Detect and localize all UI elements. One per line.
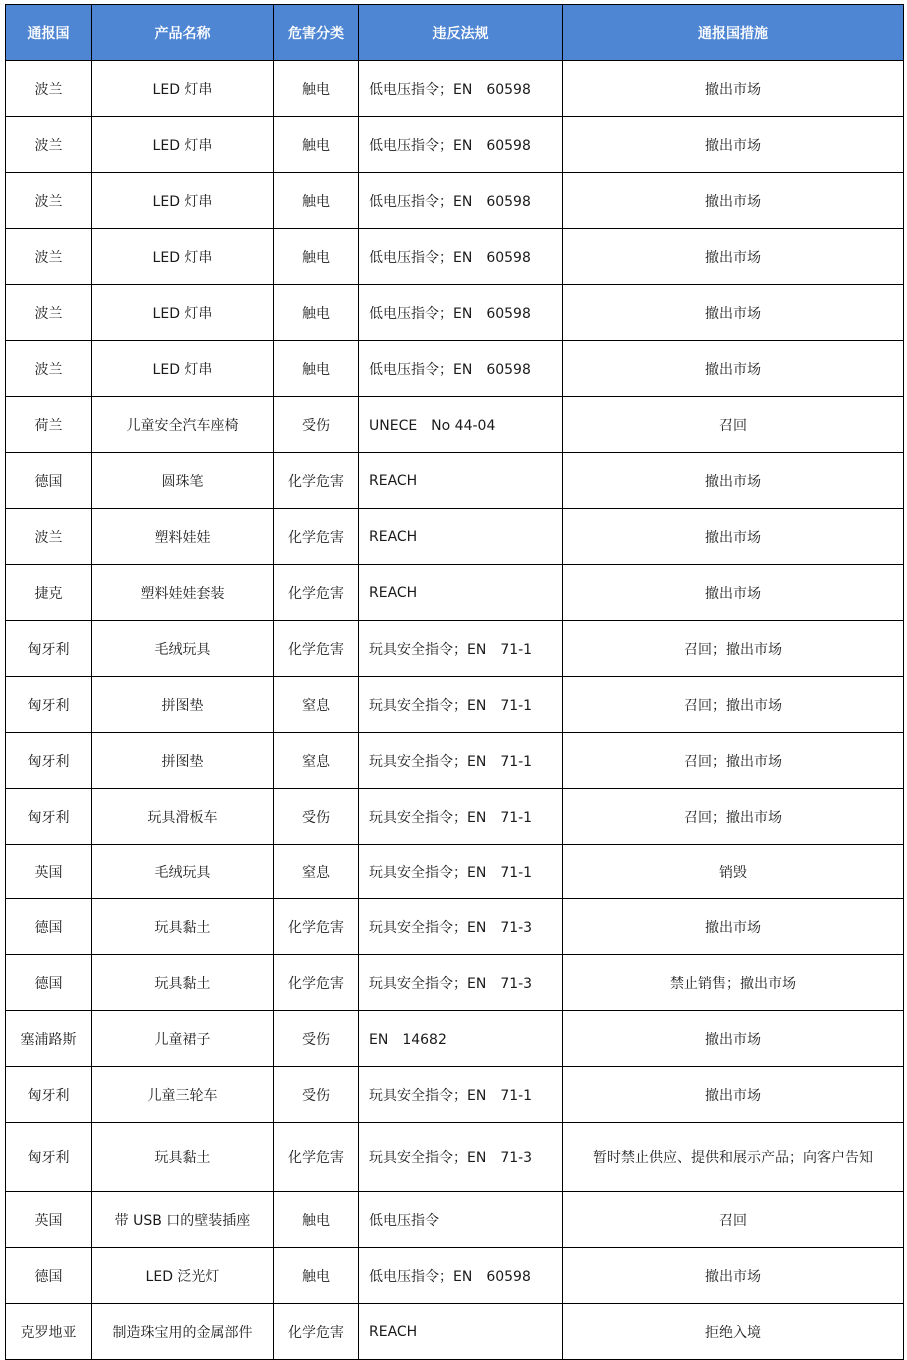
cell-product: 拼图垫: [92, 677, 274, 733]
table-row: [6, 899, 904, 955]
cell-country: 波兰: [6, 173, 92, 229]
cell-product: LED 灯串: [92, 117, 274, 173]
cell-country: 德国: [6, 955, 92, 1011]
cell-regulation: 低电压指令；EN 60598: [359, 341, 563, 397]
cell-hazard: 化学危害: [274, 453, 359, 509]
table-row: [6, 1011, 904, 1067]
cell-regulation: 低电压指令；EN 60598: [359, 285, 563, 341]
table-row: [6, 397, 904, 453]
table-row: [6, 955, 904, 1011]
table-row: [6, 453, 904, 509]
cell-product: 儿童裙子: [92, 1011, 274, 1067]
cell-product: 儿童安全汽车座椅: [92, 397, 274, 453]
table-row: [6, 1304, 904, 1360]
cell-regulation: 低电压指令；EN 60598: [359, 173, 563, 229]
cell-measure: 撤出市场: [563, 341, 904, 397]
cell-country: 匈牙利: [6, 677, 92, 733]
cell-measure: 禁止销售；撤出市场: [563, 955, 904, 1011]
cell-product: 玩具黏土: [92, 1123, 274, 1192]
cell-country: 德国: [6, 899, 92, 955]
cell-country: 波兰: [6, 509, 92, 565]
cell-regulation: REACH: [359, 509, 563, 565]
table-row: [6, 509, 904, 565]
cell-measure: 召回；撤出市场: [563, 733, 904, 789]
cell-product: 儿童三轮车: [92, 1067, 274, 1123]
cell-product: 圆珠笔: [92, 453, 274, 509]
cell-product: LED 泛光灯: [92, 1248, 274, 1304]
cell-measure: 召回；撤出市场: [563, 789, 904, 845]
cell-country: 波兰: [6, 341, 92, 397]
cell-product: 塑料娃娃套装: [92, 565, 274, 621]
cell-measure: 撤出市场: [563, 565, 904, 621]
table-row: [6, 173, 904, 229]
cell-regulation: 低电压指令；EN 60598: [359, 1248, 563, 1304]
cell-country: 匈牙利: [6, 789, 92, 845]
table-row: [6, 1123, 904, 1192]
cell-regulation: REACH: [359, 1304, 563, 1360]
cell-hazard: 窒息: [274, 845, 359, 899]
cell-hazard: 受伤: [274, 1011, 359, 1067]
cell-country: 德国: [6, 453, 92, 509]
cell-product: 玩具黏土: [92, 899, 274, 955]
cell-hazard: 窒息: [274, 677, 359, 733]
cell-regulation: EN 14682: [359, 1011, 563, 1067]
table-row: [6, 1067, 904, 1123]
table-row: [6, 733, 904, 789]
cell-measure: 召回: [563, 397, 904, 453]
cell-regulation: 玩具安全指令；EN 71-1: [359, 733, 563, 789]
cell-measure: 撤出市场: [563, 173, 904, 229]
table-row: [6, 117, 904, 173]
cell-hazard: 触电: [274, 229, 359, 285]
cell-country: 波兰: [6, 285, 92, 341]
cell-regulation: 玩具安全指令；EN 71-3: [359, 899, 563, 955]
table-row: [6, 789, 904, 845]
cell-hazard: 窒息: [274, 733, 359, 789]
cell-country: 克罗地亚: [6, 1304, 92, 1360]
cell-product: LED 灯串: [92, 341, 274, 397]
cell-hazard: 化学危害: [274, 955, 359, 1011]
cell-hazard: 化学危害: [274, 621, 359, 677]
cell-product: 制造珠宝用的金属部件: [92, 1304, 274, 1360]
cell-measure: 撤出市场: [563, 285, 904, 341]
header-measure: 通报国措施: [563, 5, 904, 61]
table-row: [6, 565, 904, 621]
cell-hazard: 化学危害: [274, 899, 359, 955]
cell-hazard: 受伤: [274, 397, 359, 453]
cell-country: 匈牙利: [6, 621, 92, 677]
cell-hazard: 化学危害: [274, 565, 359, 621]
cell-regulation: 玩具安全指令；EN 71-3: [359, 1123, 563, 1192]
notification-table-wrapper: [5, 4, 903, 1360]
cell-measure: 撤出市场: [563, 899, 904, 955]
cell-country: 塞浦路斯: [6, 1011, 92, 1067]
cell-measure: 撤出市场: [563, 117, 904, 173]
cell-hazard: 触电: [274, 1192, 359, 1248]
cell-measure: 召回: [563, 1192, 904, 1248]
cell-country: 波兰: [6, 229, 92, 285]
cell-country: 匈牙利: [6, 1123, 92, 1192]
cell-regulation: UNECE No 44-04: [359, 397, 563, 453]
cell-regulation: 低电压指令；EN 60598: [359, 229, 563, 285]
cell-product: 拼图垫: [92, 733, 274, 789]
cell-country: 匈牙利: [6, 1067, 92, 1123]
cell-measure: 撤出市场: [563, 229, 904, 285]
cell-regulation: REACH: [359, 565, 563, 621]
cell-hazard: 触电: [274, 173, 359, 229]
table-row: [6, 229, 904, 285]
cell-product: 毛绒玩具: [92, 621, 274, 677]
cell-country: 英国: [6, 845, 92, 899]
cell-regulation: 玩具安全指令；EN 71-1: [359, 621, 563, 677]
cell-product: 玩具黏土: [92, 955, 274, 1011]
cell-regulation: REACH: [359, 453, 563, 509]
table-row: [6, 677, 904, 733]
table-row: [6, 341, 904, 397]
table-row: [6, 1192, 904, 1248]
cell-country: 荷兰: [6, 397, 92, 453]
cell-measure: 拒绝入境: [563, 1304, 904, 1360]
cell-hazard: 触电: [274, 341, 359, 397]
cell-country: 德国: [6, 1248, 92, 1304]
table-body: [6, 61, 904, 1360]
cell-hazard: 触电: [274, 1248, 359, 1304]
cell-regulation: 玩具安全指令；EN 71-1: [359, 845, 563, 899]
table-row: [6, 285, 904, 341]
cell-hazard: 受伤: [274, 1067, 359, 1123]
cell-regulation: 低电压指令；EN 60598: [359, 117, 563, 173]
cell-measure: 撤出市场: [563, 1067, 904, 1123]
cell-product: LED 灯串: [92, 285, 274, 341]
cell-hazard: 化学危害: [274, 1123, 359, 1192]
cell-regulation: 低电压指令: [359, 1192, 563, 1248]
cell-country: 波兰: [6, 117, 92, 173]
cell-product: 玩具滑板车: [92, 789, 274, 845]
notification-table: [5, 4, 904, 1360]
cell-measure: 撤出市场: [563, 1011, 904, 1067]
cell-country: 匈牙利: [6, 733, 92, 789]
cell-country: 英国: [6, 1192, 92, 1248]
cell-measure: 销毁: [563, 845, 904, 899]
table-row: [6, 845, 904, 899]
cell-measure: 召回；撤出市场: [563, 621, 904, 677]
table-header-row: [6, 5, 904, 61]
cell-regulation: 玩具安全指令；EN 71-1: [359, 789, 563, 845]
cell-product: LED 灯串: [92, 173, 274, 229]
cell-hazard: 触电: [274, 117, 359, 173]
header-product: 产品名称: [92, 5, 274, 61]
cell-measure: 暂时禁止供应、提供和展示产品；向客户告知: [563, 1123, 904, 1192]
table-row: [6, 61, 904, 117]
cell-country: 捷克: [6, 565, 92, 621]
cell-hazard: 化学危害: [274, 509, 359, 565]
cell-regulation: 玩具安全指令；EN 71-1: [359, 677, 563, 733]
table-row: [6, 1248, 904, 1304]
cell-hazard: 受伤: [274, 789, 359, 845]
cell-regulation: 低电压指令；EN 60598: [359, 61, 563, 117]
cell-product: 带 USB 口的壁装插座: [92, 1192, 274, 1248]
header-hazard: 危害分类: [274, 5, 359, 61]
cell-measure: 撤出市场: [563, 453, 904, 509]
cell-regulation: 玩具安全指令；EN 71-3: [359, 955, 563, 1011]
cell-product: LED 灯串: [92, 61, 274, 117]
cell-product: 塑料娃娃: [92, 509, 274, 565]
header-country: 通报国: [6, 5, 92, 61]
cell-regulation: 玩具安全指令；EN 71-1: [359, 1067, 563, 1123]
table-row: [6, 621, 904, 677]
cell-measure: 召回；撤出市场: [563, 677, 904, 733]
cell-hazard: 触电: [274, 61, 359, 117]
cell-product: 毛绒玩具: [92, 845, 274, 899]
cell-hazard: 化学危害: [274, 1304, 359, 1360]
cell-measure: 撤出市场: [563, 61, 904, 117]
cell-country: 波兰: [6, 61, 92, 117]
header-regulation: 违反法规: [359, 5, 563, 61]
cell-hazard: 触电: [274, 285, 359, 341]
cell-product: LED 灯串: [92, 229, 274, 285]
cell-measure: 撤出市场: [563, 1248, 904, 1304]
cell-measure: 撤出市场: [563, 509, 904, 565]
